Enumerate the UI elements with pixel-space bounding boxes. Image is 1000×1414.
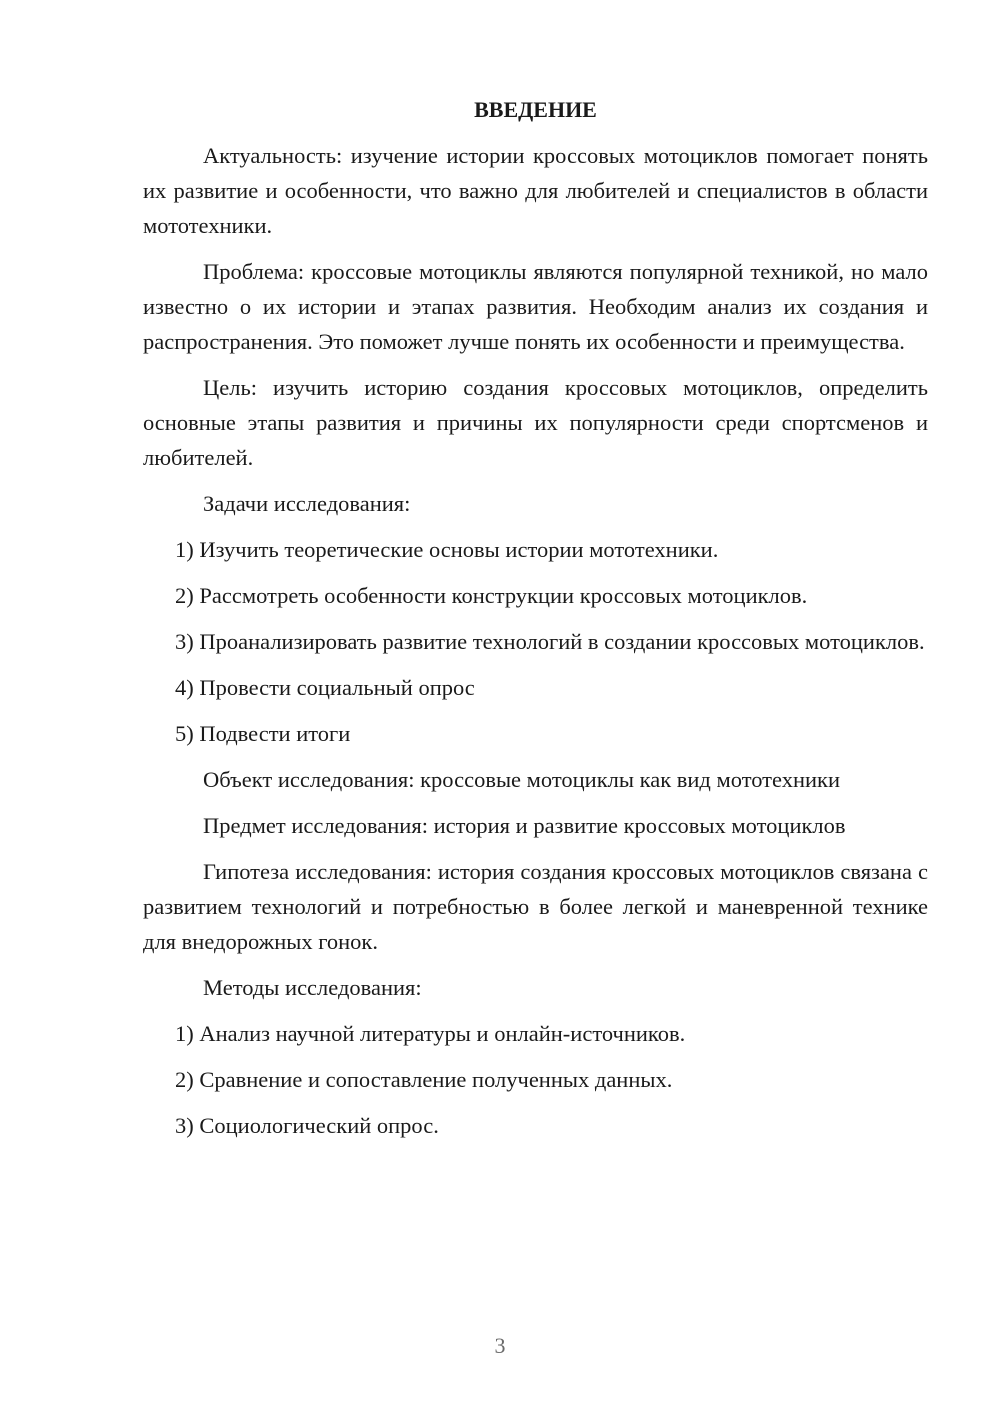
method-item-1: 1) Анализ научной литературы и онлайн-источников.	[175, 1021, 686, 1046]
page-number: 3	[494, 1333, 506, 1358]
task-item-1: 1) Изучить теоретические основы истории мототехники.	[175, 537, 719, 562]
hypothesis-paragraph: Гипотеза исследования: история создания кроссовых мотоциклов связана с развитием технологий и потребностью в более легкой и маневренной технике для внедорожных гонок.	[143, 859, 928, 954]
relevance-paragraph: Актуальность: изучение истории кроссовых мотоциклов помогает понять их развитие и особенности, что важно для любителей и специалистов в области мототехники.	[143, 143, 928, 238]
method-item-2: 2) Сравнение и сопоставление полученных данных.	[175, 1067, 673, 1092]
task-item-3: 3) Проанализировать развитие технологий в создании кроссовых мотоциклов.	[175, 629, 925, 654]
document-title: ВВЕДЕНИЕ	[474, 97, 597, 122]
tasks-heading: Задачи исследования:	[203, 491, 411, 516]
subject-paragraph: Предмет исследования: история и развитие кроссовых мотоциклов	[203, 813, 846, 838]
object-paragraph: Объект исследования: кроссовые мотоциклы как вид мототехники	[203, 767, 841, 792]
task-item-4: 4) Провести социальный опрос	[175, 675, 475, 700]
methods-heading: Методы исследования:	[203, 975, 422, 1000]
document-page	[143, 92, 928, 1154]
method-item-3: 3) Социологический опрос.	[175, 1113, 439, 1138]
goal-paragraph: Цель: изучить историю создания кроссовых мотоциклов, определить основные этапы развития и причины их популярности среди спортсменов и любителей.	[143, 375, 928, 470]
task-item-5: 5) Подвести итоги	[175, 721, 351, 746]
task-item-2: 2) Рассмотреть особенности конструкции кроссовых мотоциклов.	[175, 583, 808, 608]
problem-paragraph: Проблема: кроссовые мотоциклы являются популярной техникой, но мало известно о их истории и этапах развития. Необходим анализ их создания и распространения. Это поможет лучше понять их особенности и преимущества.	[143, 259, 928, 354]
